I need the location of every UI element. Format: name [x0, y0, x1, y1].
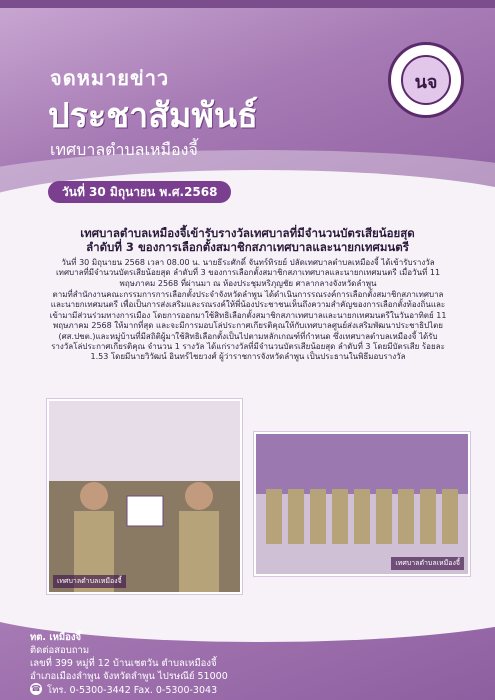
award-photo-left-image [49, 401, 240, 592]
seal-inner-ring [401, 55, 451, 105]
footer-contact-label: ติดต่อสอบถาม [30, 645, 90, 656]
newsletter-title: ประชาสัมพันธ์ [48, 96, 258, 136]
phone-icon: ☎ [31, 684, 41, 693]
footer-address-line-2: อำเภอเมืองลำพูน จังหวัดลำพูน ไปรษณีย์ 51000 [30, 671, 228, 682]
header-banner [0, 0, 495, 212]
award-photo-left [47, 399, 242, 594]
photo-right-caption: เทศบาลตำบลเหมืองจี้ [391, 557, 464, 570]
article-paragraph-2: ตามที่สำนักงานคณะกรรมการการเลือกตั้งประจำจังหวัดลำพูน ได้ดำเนินการรณรงค์การเลือกตั้งสมาชิกสภาเทศบาลและนายกเทศมนตรี เพื่อเป็นการส่งเสริมและรณรงค์ให้พี่น้องประชาชนเห็นถึงความสำคัญของการเลือกตั้งท้องถิ่นและเข้ามามีส่วนร่วมทางการเมือง โดยการออกมาใช้สิทธิเลือกตั้งสมาชิกสภาเทศบาลและนายกเทศมนตรีในวันอาทิตย์ 11 พฤษภาคม 2568 ให้มากที่สุด และจะมีการมอบโล่ประกาศเกียรติคุณให้กับเทศบาลศูนย์ส่งเสริมพัฒนาประชาธิปไตย (ศส.ปชต.)และหมู่บ้านที่มีสถิติผู้มาใช้สิทธิเลือกตั้งเป็นไปตามหลักเกณฑ์ที่กำหนด ซึ่งเทศบาลตำบลเหมืองจี้ ได้รับรางวัลโล่ประกาศเกียรติคุณ จำนวน 1 รางวัล ได้แก่รางวัลที่มีจำนวนบัตรเสียน้อยสุด ลำดับที่ 3 โดยมีบัตรเสีย ร้อยละ 1.53 โดยมีนายวิวัฒน์ อินทร์ไชยวงศ์ ผู้ว่าราชการจังหวัดลำพูน เป็นประธานในพิธีมอบรางวัล [49, 290, 447, 362]
footer-org: ทต. เหมืองจี้ [30, 632, 82, 643]
award-photo-right [254, 432, 470, 576]
article-headline [30, 226, 465, 254]
issue-date-badge: วันที่ 30 มิถุนายน พ.ศ.2568 [48, 181, 231, 203]
footer-phone: โทร. 0-5300-3442 Fax. 0-5300-3043 [47, 685, 218, 696]
organization-name: เทศบาลตำบลเหมืองจี้ [50, 140, 198, 159]
newsletter-kicker: จดหมายข่าว [50, 66, 170, 90]
footer-address-line-1: เลขที่ 399 หมู่ที่ 12 บ้านเชตวัน ตำบลเหมืองจี้ [30, 658, 217, 669]
seal-mark: นจ [414, 72, 438, 93]
photo-left-caption: เทศบาลตำบลเหมืองจี้ [53, 575, 126, 588]
award-photo-right-image [256, 434, 468, 574]
top-stripe [0, 0, 495, 8]
municipality-seal-logo [388, 42, 464, 118]
headline-line-2: ลำดับที่ 3 ของการเลือกตั้งสมาชิกสภาเทศบาลและนายกเทศมนตรี [86, 240, 409, 254]
headline-line-1: เทศบาลตำบลเหมืองจี้เข้ารับรางวัลเทศบาลที่มีจำนวนบัตรเสียน้อยสุด [80, 226, 415, 240]
article-paragraph-1: วันที่ 30 มิถุนายน 2568 เวลา 08.00 น. นายธีระศักดิ์ จันทร์ทิรยย์ ปลัดเทศบาลตำบลเหมืองจี้ ได้เข้ารับรางวัลเทศบาลที่มีจำนวนบัตรเสียน้อยสุด ลำดับที่ 3 ของการเลือกตั้งสมาชิกสภาเทศบาลและนายกเทศมนตรี เมื่อวันที่ 11 พฤษภาคม 2568 ที่ผ่านมา ณ ห้องประชุมหริภุญชัย ศาลากลางจังหวัดลำพูน [55, 258, 441, 288]
